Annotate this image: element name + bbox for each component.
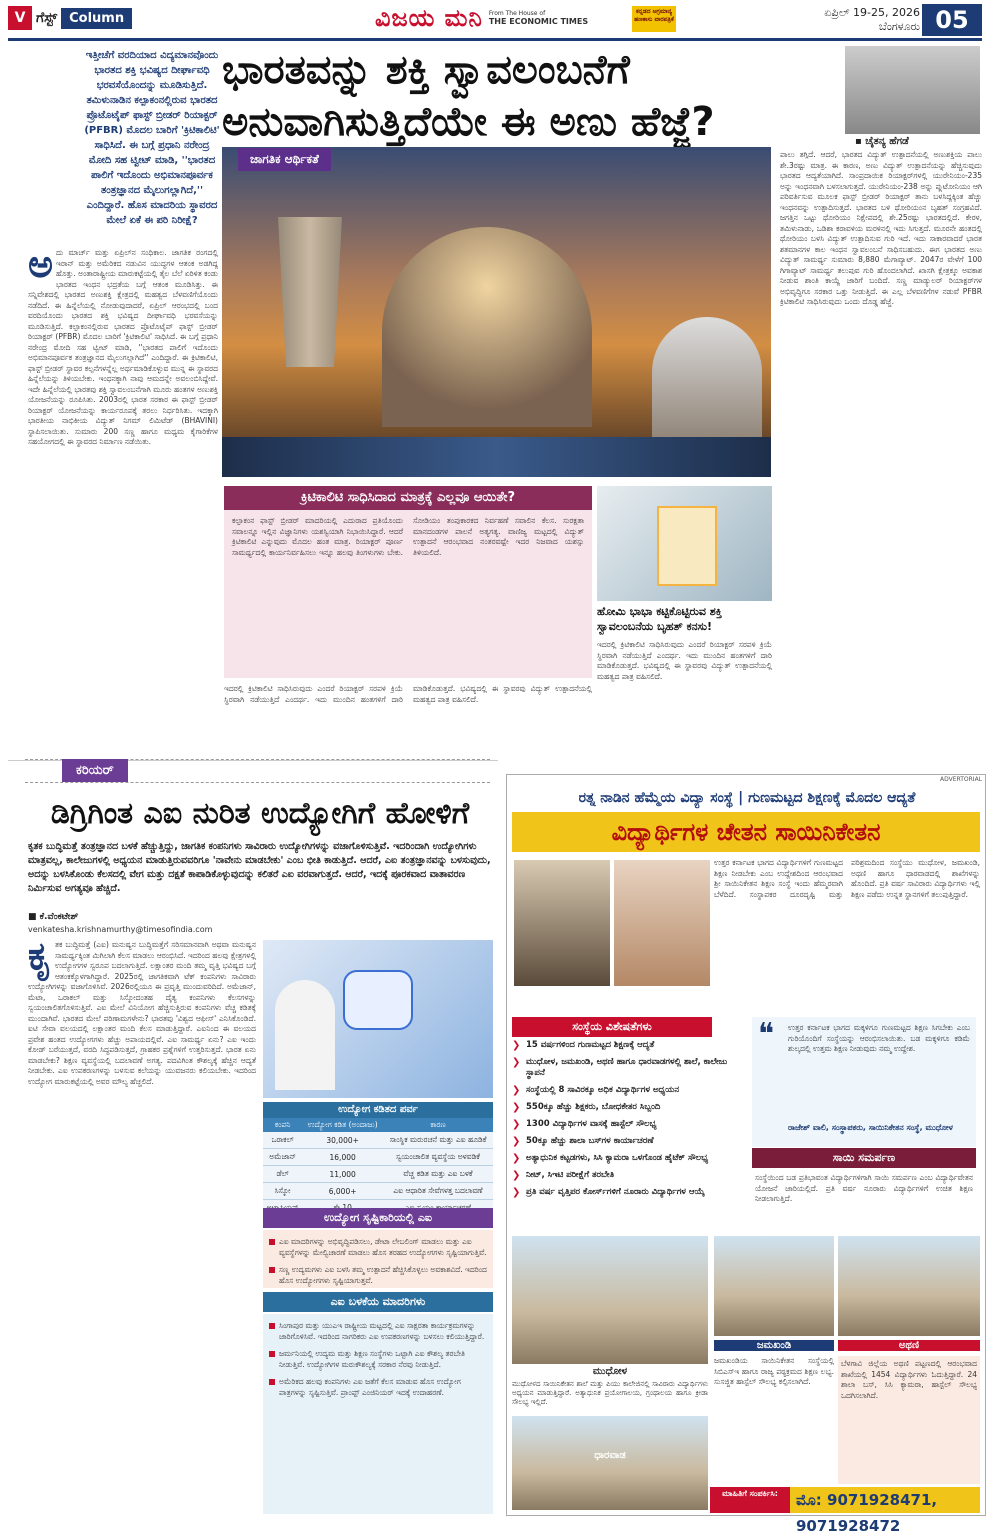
table-header: ಉದ್ಯೋಗ ಕಡಿತ (ಅಂದಾಜು)	[302, 1118, 383, 1132]
career-byline: ■ ಕೆ.ವೆಂಕಟೇಶ್	[28, 912, 79, 922]
campus-dharwad-label: ಧಾರವಾಡ	[594, 1450, 626, 1461]
campus-jamakhandi-text: ಜಮಖಂಡಿಯ ಸಾಯಿನಿಕೇತನ ಸಂಸ್ಥೆಯಲ್ಲಿ ಸಿಬಿಎಸ್‌ಇ ಹಾಗೂ ರಾಜ್ಯ ಪಠ್ಯಕ್ರಮದ ಶಿಕ್ಷಣ ಲಭ್ಯ. ಸುಸಜ್ಜಿತ ಹಾಸ್ಟೆಲ್ ಸೌಲಭ್ಯ ಕಲ್ಪಿಸಲಾಗಿದೆ.	[714, 1356, 834, 1386]
campus-mudhol-text: ಮುಧೋಳದ ಸಾಯಿನಿಕೇತನ ಶಾಲೆ ಮತ್ತು ಪಿಯು ಕಾಲೇಜಿನಲ್ಲಿ ಸಾವಿರಾರು ವಿದ್ಯಾರ್ಥಿಗಳು ಅಧ್ಯಯನ ಮಾಡುತ್ತಿದ್ದಾರೆ. ಅತ್ಯಾಧುನಿಕ ಪ್ರಯೋಗಾಲಯ, ಗ್ರಂಥಾಲಯ ಹಾಗೂ ಕ್ರೀಡಾ ಸೌಲಭ್ಯ ಇಲ್ಲಿದೆ.	[512, 1380, 708, 1406]
campus-jamakhandi-label: ಜಮಖಂಡಿ	[714, 1340, 834, 1351]
list-item: ಅಮೆರಿಕದ ಹಲವು ಕಂಪನಿಗಳು ಎಐ ಜತೆಗೆ ಕೆಲಸ ಮಾಡುವ ಹೊಸ ಉದ್ಯೋಗ ಪಾತ್ರಗಳನ್ನು ಸೃಷ್ಟಿಸುತ್ತಿವೆ. ಪ್ರಾಂಪ್ಟ್ ಎಂಜಿನಿಯರ್ ಇದಕ್ಕೆ ಉದಾಹರಣೆ.	[269, 1376, 487, 1398]
layoffs-table-title: ಉದ್ಯೋಗ ಕಡಿತದ ಪರ್ವ	[263, 1102, 493, 1118]
table-header: ಕಾರಣ	[383, 1118, 493, 1132]
quote-icon: ❝	[758, 1017, 775, 1052]
masthead	[375, 4, 588, 32]
lead-body-left: ಅದು ಮಾರ್ಚ್ ಮತ್ತು ಏಪ್ರಿಲ್‌ನ ಸಂಧಿಕಾಲ. ಜಾಗತಿಕ ರಂಗದಲ್ಲಿ ಇರಾನ್ ಮತ್ತು ಅಮೆರಿಕದ ನಡುವಿನ ಯುದ್ಧಗಳ ಆತಂಕ ಅಡಗಿದ್ದ ಹೊತ್ತು. ಅಂತಾರಾಷ್ಟ್ರೀಯ ಮಾರುಕಟ್ಟೆಯಲ್ಲಿ ತೈಲ ಬೆಲೆ ಏರಿಳಿತ ಕಂಡು ಭಾರತದ ಇಂಧನ ಭದ್ರತೆಯ ಬಗ್ಗೆ ಆತಂಕ ಮೂಡಿಸಿತ್ತು. ಈ ಸನ್ನಿವೇಶದಲ್ಲಿ ಭಾರತದ ಅಣುಶಕ್ತಿ ಕ್ಷೇತ್ರದಲ್ಲಿ ಮಹತ್ವದ ಬೆಳವಣಿಗೆಯೊಂದು ನಡೆದಿದೆ. ಈ ಹಿನ್ನೆಲೆಯಲ್ಲಿ ನೋಡುವುದಾದರೆ, ಏಪ್ರಿಲ್ ಆರಂಭದಲ್ಲಿ ಬಂದ ವರದಿಯೊಂದು ಭಾರತದ ಶಕ್ತಿ ಭವಿಷ್ಯದ ದೀರ್ಘಾವಧಿ ಭರವಸೆಯನ್ನು ಮೂಡಿಸುತ್ತಿದೆ. ಕಲ್ಪಾಕಂನಲ್ಲಿರುವ ಭಾರತದ ಪ್ರೊಟೊಟೈಪ್ ಫಾಸ್ಟ್ ಬ್ರೀಡರ್ ರಿಯಾಕ್ಟರ್ (PFBR) ಮೊದಲ ಬಾರಿಗೆ 'ಕ್ರಿಟಿಕಾಲಿಟಿ' ಸಾಧಿಸಿದೆ. ಈ ಬಗ್ಗೆ ಪ್ರಧಾನಿ ನರೇಂದ್ರ ಮೋದಿ ಸಹ ಟ್ವೀಟ್ ಮಾಡಿ, ''ಭಾರತದ ಪಾಲಿಗೆ ಇದೊಂದು ಅಭಿಮಾನಪೂರ್ವಕ ತಂತ್ರಜ್ಞಾನದ ಮೈಲುಗಲ್ಲಾಗಿದೆ'' ಎಂದಿದ್ದಾರೆ. ಈ ಕ್ರಿಟಿಕಾಲಿಟಿ, ಫಾಸ್ಟ್ ಬ್ರೀಡರ್ ಸ್ಥಾವರ ಕಲ್ಪನೆಗಳನ್ನೆಲ್ಲ ಅರ್ಥಮಾಡಿಕೊಳ್ಳುವ ಮುನ್ನ ಈ ಸ್ಥಾವರದ ಹಿನ್ನೆಲೆಯನ್ನು ತಿಳಿಯಬೇಕು. ಇಂಧನಕ್ಕಾಗಿ ನಾವು ಆಮದನ್ನೇ ಅವಲಂಬಿಸಿದ್ದೇವೆ. ಇದೇ ಹಿನ್ನೆಲೆಯಲ್ಲಿ ಭಾರತವು ಶಕ್ತಿ ಸ್ವಾವಲಂಬನೆಗಾಗಿ ಮೂರು ಹಂತಗಳ ಅಣುಶಕ್ತಿ ಯೋಜನೆಯನ್ನು ರೂಪಿಸಿತು. 2003ರಲ್ಲಿ ಭಾರತ ಸರಕಾರ ಈ ಫಾಸ್ಟ್ ಬ್ರೀಡರ್ ರಿಯಾಕ್ಟರ್ ಯೋಜನೆಯನ್ನು ಕಾರ್ಯರೂಪಕ್ಕೆ ತರಲು ನಿರ್ಧರಿಸಿತು. ಇದಕ್ಕಾಗಿ ಭಾರತೀಯ ನಾಭಿಕೀಯ ವಿದ್ಯುತ್ ನಿಗಮ್ ಲಿಮಿಟೆಡ್ (BHAVINI) ಸ್ಥಾಪಿಸಲಾಯಿತು. ಸುಮಾರು 200 ಸಣ್ಣ ಹಾಗೂ ಮಧ್ಯಮ ಕೈಗಾರಿಕೆಗಳ ಸಹಯೋಗದಲ್ಲಿ ಈ ಸ್ಥಾವರದ ನಿರ್ಮಾಣ ನಡೆಯಿತು.	[28, 248, 218, 446]
masthead-badge: ಕನ್ನಡದ ಅಗ್ರಮಾನ್ಯ ಹಣಕಾಸು ವಾರಪತ್ರಿಕೆ	[632, 6, 676, 32]
ai-illustration	[263, 940, 493, 1098]
career-headline: ಡಿಗ್ರಿಗಿಂತ ಎಐ ನುರಿತ ಉದ್ಯೋಗಿಗೆ ಹೋಳಿಗೆ	[50, 796, 470, 831]
campus-athani-text: ಬೆಳಗಾವಿ ಜಿಲ್ಲೆಯ ಅಥಣಿ ಪಟ್ಟಣದಲ್ಲಿ ಆರಂಭವಾದ ಶಾಖೆಯಲ್ಲಿ 1454 ವಿದ್ಯಾರ್ಥಿಗಳು ಓದುತ್ತಿದ್ದಾರೆ. 24 ಶಾಲಾ ಬಸ್, ಸಿಸಿ ಕ್ಯಾಮರಾ, ಹಾಸ್ಟೆಲ್ ಸೌಲಭ್ಯ ಒದಗಿಸಲಾಗಿದೆ.	[838, 1356, 980, 1484]
page-number: 05	[922, 4, 982, 36]
feature-item: ❯ 15 ವರ್ಷಗಳಿಂದ ಗುಣಮಟ್ಟದ ಶಿಕ್ಷಣಕ್ಕೆ ಆದ್ಯತೆ	[512, 1040, 748, 1051]
feature-item: ❯ ಸಂಸ್ಥೆಯಲ್ಲಿ 8 ಸಾವಿರಕ್ಕೂ ಅಧಿಕ ವಿದ್ಯಾರ್ಥಿಗಳ ಅಧ್ಯಯನ	[512, 1085, 748, 1096]
brand-logo-icon: V	[8, 6, 32, 30]
ad-banner: ವಿದ್ಯಾರ್ಥಿಗಳ ಚೇತನ ಸಾಯಿನಿಕೇತನ	[512, 812, 980, 852]
lead-body-right: ಪಾಲು ತಗ್ಗಿದೆ. ಆದರೆ, ಭಾರತದ ವಿದ್ಯುತ್ ಉತ್ಪಾದನೆಯಲ್ಲಿ ಅಣುಶಕ್ತಿಯ ಪಾಲು ಶೇ.3ರಷ್ಟು ಮಾತ್ರ. ಈ ಕಾರಣ, ಅಣು ವಿದ್ಯುತ್ ಉತ್ಪಾದನೆಯನ್ನು ಹೆಚ್ಚಿಸುವುದು ಭಾರತದ ಆದ್ಯತೆಯಾಗಿದೆ. ಸಾಂಪ್ರದಾಯಿಕ ರಿಯಾಕ್ಟರ್‌ಗಳಲ್ಲಿ ಯುರೇನಿಯಂ-235 ಅನ್ನು ಇಂಧನವಾಗಿ ಬಳಸಲಾಗುತ್ತದೆ. ಯುರೇನಿಯಂ-238 ಅನ್ನು ಪ್ಲುಟೋನಿಯಂ ಆಗಿ ಪರಿವರ್ತಿಸುವ ಮೂಲಕ ಫಾಸ್ಟ್ ಬ್ರೀಡರ್ ರಿಯಾಕ್ಟರ್ ತಾನು ಬಳಸಿದ್ದಕ್ಕಿಂತ ಹೆಚ್ಚು ಇಂಧನವನ್ನು ಉತ್ಪಾದಿಸುತ್ತದೆ. ಭಾರತದ ಬಳಿ ಥೋರಿಯಂನ ಬೃಹತ್ ಸಂಗ್ರಹವಿದೆ. ಜಗತ್ತಿನ ಒಟ್ಟು ಥೋರಿಯಂ ನಿಕ್ಷೇಪದಲ್ಲಿ ಶೇ.25ರಷ್ಟು ಭಾರತದಲ್ಲಿದೆ. ಕೇರಳ, ತಮಿಳುನಾಡು, ಒಡಿಶಾ ಕರಾವಳಿಯ ಮರಳಿನಲ್ಲಿ ಇದು ಸಿಗುತ್ತದೆ. ಮೂರನೇ ಹಂತದಲ್ಲಿ ಥೋರಿಯಂ ಬಳಸಿ ವಿದ್ಯುತ್ ಉತ್ಪಾದಿಸುವ ಗುರಿ ಇದೆ. ಇದು ಸಾಕಾರವಾದರೆ ಭಾರತ ಶತಮಾನಗಳ ಕಾಲ ಇಂಧನ ಸ್ವಾವಲಂಬನೆ ಸಾಧಿಸಬಹುದು. ಈಗ ಭಾರತದ ಅಣು ವಿದ್ಯುತ್ ಸಾಮರ್ಥ್ಯ ಸುಮಾರು 8,880 ಮೆಗಾವ್ಯಾಟ್. 2047ರ ವೇಳೆಗೆ 100 ಗಿಗಾವ್ಯಾಟ್ ಸಾಮರ್ಥ್ಯ ತಲುಪುವ ಗುರಿ ಹೊಂದಲಾಗಿದೆ. ಖಾಸಗಿ ಕ್ಷೇತ್ರಕ್ಕೂ ಅವಕಾಶ ನೀಡುವ ಶಾಂತಿ ಕಾಯ್ದೆ ಜಾರಿಗೆ ಬಂದಿದೆ. ಸಣ್ಣ ಮಾಡ್ಯುಲರ್ ರಿಯಾಕ್ಟರ್‌ಗಳ ಅಭಿವೃದ್ಧಿಗೂ ಸರಕಾರ ಒತ್ತು ನೀಡುತ್ತಿದೆ. ಈ ಎಲ್ಲ ಬೆಳವಣಿಗೆಗಳ ನಡುವೆ PFBR ಕ್ರಿಟಿಕಾಲಿಟಿ ಸಾಧಿಸಿರುವುದು ಒಂದು ದೊಡ್ಡ ಹೆಜ್ಜೆ.	[780, 150, 982, 306]
author-photo	[845, 46, 980, 134]
table-row: ಡೆಲ್ 11,000 ವೆಚ್ಚ ಕಡಿತ ಮತ್ತು ಎಐ ಬಳಕೆ	[263, 1166, 493, 1183]
list-item: ಜರ್ಮನಿಯಲ್ಲಿ ಉದ್ಯಮ ಮತ್ತು ಶಿಕ್ಷಣ ಸಂಸ್ಥೆಗಳು ಒಟ್ಟಾಗಿ ಎಐ ಕೌಶಲ್ಯ ತರಬೇತಿ ನೀಡುತ್ತಿವೆ. ಉದ್ಯೋಗಿಗಳ ಮರುಕೌಶಲ್ಯಕ್ಕೆ ಸರಕಾರ ನೆರವು ನೀಡುತ್ತಿದೆ.	[269, 1348, 487, 1370]
solar-panels	[222, 437, 771, 477]
contact-phone: ಮೊ: 9071928471, 9071928472	[710, 1487, 980, 1513]
list-item: ಸಣ್ಣ ಉದ್ಯಮಗಳು ಎಐ ಬಳಸಿ ತಮ್ಮ ಉತ್ಪಾದನೆ ಹೆಚ್ಚಿಸಿಕೊಳ್ಳಲು ಅವಕಾಶವಿದೆ. ಇದರಿಂದ ಹೊಸ ಉದ್ಯೋಗಗಳು ಸೃಷ್ಟಿಯಾಗುತ್ತವೆ.	[269, 1264, 487, 1286]
hero-image	[222, 147, 771, 477]
campus-jamakhandi-photo	[714, 1236, 834, 1336]
ai-models-title: ಎಐ ಬಳಕೆಯ ಮಾದರಿಗಳು	[263, 1292, 493, 1312]
ad-top-line: ರತ್ನ ನಾಡಿನ ಹೆಮ್ಮೆಯ ವಿದ್ಯಾ ಸಂಸ್ಥೆ | ಗುಣಮಟ್ಟದ ಶಿಕ್ಷಣಕ್ಕೆ ಮೊದಲ ಆದ್ಯತೆ	[578, 790, 916, 806]
author-email: venkatesha.krishnamurthy@timesofindia.com	[28, 925, 213, 934]
feature-item: ❯ ಪ್ರತಿ ವರ್ಷ ವೃತ್ತಿಪರ ಕೋರ್ಸ್‌ಗಳಿಗೆ ನೂರಾರು ವಿದ್ಯಾರ್ಥಿಗಳ ಆಯ್ಕೆ	[512, 1187, 748, 1198]
sidebar-box: ಕಲ್ಪಾಕಂನ ಫಾಸ್ಟ್ ಬ್ರೀಡರ್ ಮಾದರಿಯಲ್ಲಿ ಎದುರಾದ ಪ್ರತಿಯೊಂದು ಸವಾಲನ್ನೂ ಇಲ್ಲಿನ ವಿಜ್ಞಾನಿಗಳು ಯಶಸ್ವಿಯಾಗಿ ನಿಭಾಯಿಸಿದ್ದಾರೆ. ಆದರೆ ಕ್ರಿಟಿಕಾಲಿಟಿ ಎನ್ನುವುದು ಮೊದಲ ಹಂತ ಮಾತ್ರ. ರಿಯಾಕ್ಟರ್ ಪೂರ್ಣ ಸಾಮರ್ಥ್ಯದಲ್ಲಿ ಕಾರ್ಯನಿರ್ವಹಿಸಲು ಇನ್ನೂ ಹಲವು ತಿಂಗಳುಗಳು ಬೇಕು. ಸೋಡಿಯಂ ತಂಪುಕಾರಕದ ನಿರ್ವಹಣೆ ಸವಾಲಿನ ಕೆಲಸ. ಸುರಕ್ಷತಾ ಮಾನದಂಡಗಳ ಪಾಲನೆ ಅತ್ಯಗತ್ಯ. ವಾಣಿಜ್ಯ ಮಟ್ಟದಲ್ಲಿ ವಿದ್ಯುತ್ ಉತ್ಪಾದನೆ ಆರಂಭವಾದ ನಂತರವಷ್ಟೇ ಇದರ ನಿಜವಾದ ಯಶಸ್ಸು ತಿಳಿಯಲಿದೆ.	[224, 510, 592, 678]
pull-quote: ಇತ್ತೀಚೆಗೆ ವರದಿಯಾದ ವಿದ್ಯಮಾನವೊಂದು ಭಾರತದ ಶಕ್ತಿ ಭವಿಷ್ಯದ ದೀರ್ಘಾವಧಿ ಭರವಸೆಯೊಂದನ್ನು ಮೂಡಿಸುತ್ತಿದೆ. ತಮಿಳುನಾಡಿನ ಕಲ್ಪಾಕಂನಲ್ಲಿರುವ ಭಾರತದ ಪ್ರೊಟೊಟೈಪ್ ಫಾಸ್ಟ್ ಬ್ರೀಡರ್ ರಿಯಾಕ್ಟರ್ (PFBR) ಮೊದಲ ಬಾರಿಗೆ 'ಕ್ರಿಟಿಕಾಲಿಟಿ' ಸಾಧಿಸಿದೆ. ಈ ಬಗ್ಗೆ ಪ್ರಧಾನಿ ನರೇಂದ್ರ ಮೋದಿ ಸಹ ಟ್ವೀಟ್ ಮಾಡಿ, ''ಭಾರತದ ಪಾಲಿಗೆ ಇದೊಂದು ಅಭಿಮಾನಪೂರ್ವಕ ತಂತ್ರಜ್ಞಾನದ ಮೈಲುಗಲ್ಲಾಗಿದೆ,'' ಎಂದಿದ್ದಾರೆ. ಹೊಸ ಮಾದರಿಯ ಸ್ಥಾವರದ ಮೇಲೆ ಏಕೆ ಈ ಪರಿ ನಿರೀಕ್ಷೆ?	[84, 50, 220, 226]
feature-item: ❯ ಮುಧೋಳ, ಜಮಖಂಡಿ, ಅಥಣಿ ಹಾಗೂ ಧಾರವಾಡಗಳಲ್ಲಿ ಶಾಲೆ, ಕಾಲೇಜು ಸ್ಥಾಪನೆ	[512, 1057, 748, 1079]
photo-caption: ಹೋಮಿ ಭಾಭಾ ಕಟ್ಟಿಕೊಟ್ಟಿರುವ ಶಕ್ತಿ ಸ್ವಾವಲಂಬನೆಯ ಬೃಹತ್ ಕನಸು!	[597, 605, 722, 633]
feature-item: ❯ 550ಕ್ಕೂ ಹೆಚ್ಚು ಶಿಕ್ಷಕರು, ಬೋಧಕೇತರ ಸಿಬ್ಬಂದಿ	[512, 1102, 748, 1113]
lead-body-mid: ಇದರಲ್ಲಿ ಕ್ರಿಟಿಕಾಲಿಟಿ ಸಾಧಿಸಿರುವುದು ಎಂದರೆ ರಿಯಾಕ್ಟರ್ ಸರಪಳಿ ಕ್ರಿಯೆ ಸ್ಥಿರವಾಗಿ ನಡೆಯುತ್ತಿದೆ ಎಂದರ್ಥ. ಇದು ಮುಂದಿನ ಹಂತಗಳಿಗೆ ದಾರಿ ಮಾಡಿಕೊಡುತ್ತದೆ. ಭವಿಷ್ಯದಲ್ಲಿ ಈ ಸ್ಥಾವರವು ವಿದ್ಯುತ್ ಉತ್ಪಾದನೆಯಲ್ಲಿ ಮಹತ್ವದ ಪಾತ್ರ ವಹಿಸಲಿದೆ.	[597, 640, 772, 681]
section-header	[8, 6, 132, 30]
campus-athani-photo	[838, 1236, 980, 1336]
campus-mudhol-photo	[512, 1236, 708, 1364]
lab-photo	[597, 486, 772, 601]
layoffs-table	[263, 1118, 493, 1217]
reactor-dome	[382, 227, 592, 427]
list-item: ಎಐ ಮಾದರಿಗಳನ್ನು ಅಭಿವೃದ್ಧಿಪಡಿಸಲು, ಡೇಟಾ ಲೇಬಲಿಂಗ್ ಮಾಡಲು ಮತ್ತು ಎಐ ವ್ಯವಸ್ಥೆಗಳನ್ನು ಮೇಲ್ವಿಚಾರಣೆ ಮಾಡಲು ಹೊಸ ತರಹದ ಉದ್ಯೋಗಗಳು ಸೃಷ್ಟಿಯಾಗುತ್ತಿವೆ.	[269, 1236, 487, 1258]
lead-headline: ಭಾರತವನ್ನು ಶಕ್ತಿ ಸ್ವಾವಲಂಬನೆಗೆ ಅನುವಾಗಿಸುತ್ತಿದೆಯೇ ಈ ಅಣು ಹೆಜ್ಜೆ?	[222, 47, 715, 145]
author-name: ▪ ಚೈತನ್ಯ ಹೆಗಡೆ	[855, 136, 909, 147]
issue-date: ಏಪ್ರಿಲ್ 19-25, 2026 ಬೆಂಗಳೂರು	[824, 6, 920, 33]
table-row: ಒರಾಕಲ್ 30,000+ ಸಾಂಸ್ಥಿಕ ಮರುರಚನೆ ಮತ್ತು ಎಐ ಹೂಡಿಕೆ	[263, 1132, 493, 1149]
career-tag: ಕರಿಯರ್	[62, 759, 128, 782]
table-row: ಅಮೆಜಾನ್ 16,000 ಸ್ವಯಂಚಾಲಿತ ವ್ಯವಸ್ಥೆಯ ಅಳವಡಿಕೆ	[263, 1149, 493, 1166]
ai-models-box	[263, 1314, 493, 1514]
campus-mudhol-label: ಮುಧೋಳ	[592, 1366, 628, 1377]
hero-tag: ಜಾಗತಿಕ ಆರ್ಥಿಕತೆ	[238, 148, 331, 171]
list-item: ಸಿಂಗಾಪುರ ಮತ್ತು ಯುಎಇ ರಾಷ್ಟ್ರೀಯ ಮಟ್ಟದಲ್ಲಿ ಎಐ ಸಾಕ್ಷರತಾ ಕಾರ್ಯಕ್ರಮಗಳನ್ನು ಜಾರಿಗೊಳಿಸಿವೆ. ಇದರಿಂದ ನಾಗರಿಕರು ಎಐ ಉಪಕರಣಗಳನ್ನು ಬಳಸಲು ಕಲಿಯುತ್ತಿದ್ದಾರೆ.	[269, 1320, 487, 1342]
header-rule	[8, 38, 982, 41]
ai-jobs-box	[263, 1230, 493, 1288]
woman-figure	[275, 980, 335, 1090]
section-label: ಗೆಸ್ಟ್	[36, 10, 58, 26]
feature-item: ❯ ನೀಟ್, ಸಿಇಟಿ ಪರೀಕ್ಷೆಗೆ ತರಬೇತಿ	[512, 1170, 748, 1181]
masthead-title: ವಿಜಯ ಮನಿ	[375, 4, 483, 32]
career-deck: ಕೃತಕ ಬುದ್ಧಿಮತ್ತೆ ತಂತ್ರಜ್ಞಾನದ ಬಳಕೆ ಹೆಚ್ಚುತ್ತಿದ್ದು, ಜಾಗತಿಕ ಕಂಪನಿಗಳು ಸಾವಿರಾರು ಉದ್ಯೋಗಿಗಳನ್ನು ವಜಾಗೊಳಿಸುತ್ತಿವೆ. ಇದರಿಂದಾಗಿ ಉದ್ಯೋಗಿಗಳು ಮಾತ್ರವಲ್ಲ, ಕಾಲೇಜುಗಳಲ್ಲಿ ಅಧ್ಯಯನ ಮಾಡುತ್ತಿರುವವರಿಗೂ 'ನಾವೇನು ಮಾಡಬೇಕು' ಎಂಬ ಭೀತಿ ಕಾಡುತ್ತಿದೆ. ಆದರೆ, ಎಐ ತಂತ್ರಜ್ಞಾನವನ್ನು ಬಳಸುವುದು, ಅದನ್ನು ಬಳಸಿಕೊಂಡು ಕೆಲಸದಲ್ಲಿ ವೇಗ ಮತ್ತು ದಕ್ಷತೆ ಕಾಪಾಡಿಕೊಳ್ಳುವುದನ್ನು ಕಲಿತರೆ ಎಐ ವರವಾಗುತ್ತದೆ. ಆದರೆ, ಇದಕ್ಕೆ ಪೂರಕವಾದ ವಾತಾವರಣ ನಿರ್ಮಿಸುವ ಅಗತ್ಯವೂ ಹೆಚ್ಚಿದೆ.	[28, 841, 491, 894]
quote-box: ❝ ಉತ್ತರ ಕರ್ನಾಟಕ ಭಾಗದ ಮಕ್ಕಳಿಗೂ ಗುಣಮಟ್ಟದ ಶಿಕ್ಷಣ ಸಿಗಬೇಕು ಎಂಬ ಗುರಿಯೊಂದಿಗೆ ಸಂಸ್ಥೆಯನ್ನು ಆರಂಭಿಸಲಾಯಿತು. ಬಡ ಮಕ್ಕಳಿಗೂ ಕಡಿಮೆ ಶುಲ್ಕದಲ್ಲಿ ಉತ್ತಮ ಶಿಕ್ಷಣ ನೀಡುವುದು ನಮ್ಮ ಉದ್ದೇಶ. ರಾಜೇಶ್ ವಾಲಿ, ಸಂಸ್ಥಾಪಕರು, ಸಾಯಿನಿಕೇತನ ಸಂಸ್ಥೆ, ಮುಧೋಳ	[752, 1017, 976, 1147]
column-badge: Column	[61, 8, 132, 29]
table-header: ಕಂಪನಿ	[263, 1118, 302, 1132]
contact-label: ಮಾಹಿತಿಗೆ ಸಂಪರ್ಕಿಸಿ:	[710, 1487, 790, 1513]
saaya-title: ಸಾಯಿ ಸಮರ್ಪಣ	[752, 1148, 976, 1168]
campus-dharwad-photo	[512, 1416, 708, 1510]
features-title: ಸಂಸ್ಥೆಯ ವಿಶೇಷತೆಗಳು	[512, 1017, 712, 1037]
table-row: ಸಿಸ್ಕೋ 6,000+ ಎಐ ಆಧಾರಿತ ಸೇವೆಗಳತ್ತ ಬದಲಾವಣೆ	[263, 1183, 493, 1200]
sidebar-title: ಕ್ರಿಟಿಕಾಲಿಟಿ ಸಾಧಿಸಿದಾದ ಮಾತ್ರಕ್ಕೆ ಎಲ್ಲವೂ ಆಯಿತೇ?	[224, 486, 592, 510]
feature-item: ❯ ಅತ್ಯಾಧುನಿಕ ಕಟ್ಟಡಗಳು, ಸಿಸಿ ಕ್ಯಾಮರಾ ಒಳಗೊಂಡ ಹೈಟೆಕ್ ಸೌಲಭ್ಯ	[512, 1153, 748, 1164]
saaya-text: ಸಂಸ್ಥೆಯಿಂದ ಬಡ ಪ್ರತಿಭಾವಂತ ವಿದ್ಯಾರ್ಥಿಗಳಿಗಾಗಿ ಸಾಯಿ ಸಮರ್ಪಣ ಎಂಬ ವಿದ್ಯಾರ್ಥಿವೇತನ ಯೋಜನೆ ಜಾರಿಯಲ್ಲಿದೆ. ಪ್ರತಿ ವರ್ಷ ನೂರಾರು ವಿದ್ಯಾರ್ಥಿಗಳಿಗೆ ಉಚಿತ ಶಿಕ್ಷಣ ನೀಡಲಾಗುತ್ತಿದೆ.	[755, 1173, 973, 1203]
ai-jobs-title: ಉದ್ಯೋಗ ಸೃಷ್ಟಿಕಾರಿಯಲ್ಲಿ ಎಐ	[263, 1208, 493, 1228]
robot-icon	[343, 970, 413, 1030]
founder-photo	[514, 860, 610, 986]
reactor-diagram	[657, 506, 717, 586]
masthead-tagline: From The House of THE ECONOMIC TIMES	[488, 10, 589, 26]
features-list	[512, 1040, 748, 1232]
career-body: ಕೃತಕ ಬುದ್ಧಿಮತ್ತೆ (ಎಐ) ಮನುಷ್ಯನ ಬುದ್ಧಿಮತ್ತೆಗೆ ಸರಿಸಮಾನವಾಗಿ ಅಥವಾ ಮನುಷ್ಯನ ಸಾಮರ್ಥ್ಯಕ್ಕಿಂತ ಮಿಗಿಲಾಗಿ ಕೆಲಸ ಮಾಡಲು ಆರಂಭಿಸಿದೆ. ಇದರಿಂದ ಹಲವು ಕ್ಷೇತ್ರಗಳಲ್ಲಿ ಉದ್ಯೋಗಗಳ ಸ್ವರೂಪ ಬದಲಾಗುತ್ತಿದೆ. ಲಕ್ಷಾಂತರ ಮಂದಿ ತಮ್ಮ ವೃತ್ತಿ ಭವಿಷ್ಯದ ಬಗ್ಗೆ ಆತಂಕಕ್ಕೊಳಗಾಗಿದ್ದಾರೆ. 2025ರಲ್ಲಿ ಜಾಗತಿಕವಾಗಿ ಟೆಕ್ ಕಂಪನಿಗಳು ಸಾವಿರಾರು ಉದ್ಯೋಗಿಗಳನ್ನು ವಜಾಗೊಳಿಸಿವೆ. 2026ರಲ್ಲಿಯೂ ಈ ಪ್ರವೃತ್ತಿ ಮುಂದುವರಿದಿದೆ. ಅಮೆಜಾನ್, ಮೆಟಾ, ಒರಾಕಲ್ ಮತ್ತು ಸಿಸ್ಕೋದಂತಹ ದೈತ್ಯ ಕಂಪನಿಗಳು ಕೆಲಸಗಳನ್ನು ಸ್ವಯಂಚಾಲಿತಗೊಳಿಸುತ್ತಿವೆ. ಎಐ ಮೇಲೆ ವಿನಿಯೋಗ ಹೆಚ್ಚಿಸುತ್ತಿರುವ ಕಂಪನಿಗಳು ವೆಚ್ಚ ಕಡಿತಕ್ಕೆ ಮುಂದಾಗಿವೆ. ಭಾರತದ ಮೇಲೆ ಪರಿಣಾಮಗಳೇನು? ಭಾರತವು 'ವಿಶ್ವದ ಆಫೀಸ್' ಎನಿಸಿಕೊಂಡಿದೆ. ಐಟಿ ಸೇವಾ ವಲಯದಲ್ಲಿ ಲಕ್ಷಾಂತರ ಮಂದಿ ಕೆಲಸ ಮಾಡುತ್ತಿದ್ದಾರೆ. ಎಐನಿಂದ ಈ ವಲಯದ ಪ್ರವೇಶ ಹಂತದ ಉದ್ಯೋಗಗಳು ಹೆಚ್ಚು ಅಪಾಯದಲ್ಲಿವೆ. ಎಐ ಸಾಮರ್ಥ್ಯ ಏನು? ಎಐ ಇಂದು ಕೋಡ್ ಬರೆಯುತ್ತದೆ, ವರದಿ ಸಿದ್ಧಪಡಿಸುತ್ತದೆ, ಗ್ರಾಹಕರ ಪ್ರಶ್ನೆಗಳಿಗೆ ಉತ್ತರಿಸುತ್ತದೆ. ಭಾರತ ಏನು ಮಾಡಬೇಕು? ಶಿಕ್ಷಣ ವ್ಯವಸ್ಥೆಯಲ್ಲಿ ಬದಲಾವಣೆ ಅಗತ್ಯ. ಪದವಿಗಿಂತ ಕೌಶಲ್ಯಕ್ಕೆ ಹೆಚ್ಚಿನ ಆದ್ಯತೆ ನೀಡಬೇಕು. ಎಐ ಉಪಕರಣಗಳನ್ನು ಬಳಸುವ ಕಲೆಯನ್ನು ಯುವಜನರು ಕಲಿಯಬೇಕು. ಇದರಿಂದ ಉದ್ಯೋಗ ಮಾರುಕಟ್ಟೆಯಲ್ಲಿ ಅವರ ಮೌಲ್ಯ ಹೆಚ್ಚಲಿದೆ.	[28, 940, 256, 1086]
ad-note: ADVERTORIAL	[940, 776, 983, 783]
feature-item: ❯ 1300 ವಿದ್ಯಾರ್ಥಿಗಳ ವಾಸಕ್ಕೆ ಹಾಸ್ಟೆಲ್ ಸೌಲಭ್ಯ	[512, 1119, 748, 1130]
campus-athani-label: ಅಥಣಿ	[838, 1340, 980, 1351]
cofounder-photo	[614, 860, 710, 986]
cooling-tower	[270, 217, 350, 367]
ad-intro: ಉತ್ತರ ಕರ್ನಾಟಕ ಭಾಗದ ವಿದ್ಯಾರ್ಥಿಗಳಿಗೆ ಗುಣಮಟ್ಟದ ಶಿಕ್ಷಣ ನೀಡಬೇಕು ಎಂಬ ಉದ್ದೇಶದಿಂದ ಆರಂಭವಾದ ಶ್ರೀ ಸಾಯಿನಿಕೇತನ ಶಿಕ್ಷಣ ಸಂಸ್ಥೆ ಇಂದು ಹೆಮ್ಮರವಾಗಿ ಬೆಳೆದಿದೆ. ಸಂಸ್ಥಾಪಕರ ದೂರದೃಷ್ಟಿ ಮತ್ತು ಪರಿಶ್ರಮದಿಂದ ಸಂಸ್ಥೆಯು ಮುಧೋಳ, ಜಮಖಂಡಿ, ಅಥಣಿ ಹಾಗೂ ಧಾರವಾಡದಲ್ಲಿ ಶಾಖೆಗಳನ್ನು ಹೊಂದಿದೆ. ಪ್ರತಿ ವರ್ಷ ಸಾವಿರಾರು ವಿದ್ಯಾರ್ಥಿಗಳು ಇಲ್ಲಿ ಶಿಕ್ಷಣ ಪಡೆದು ಉನ್ನತ ಸ್ಥಾನಗಳಿಗೆ ತಲುಪುತ್ತಿದ್ದಾರೆ.	[714, 858, 980, 899]
lead-body-bottom: ಇದರಲ್ಲಿ ಕ್ರಿಟಿಕಾಲಿಟಿ ಸಾಧಿಸಿರುವುದು ಎಂದರೆ ರಿಯಾಕ್ಟರ್ ಸರಪಳಿ ಕ್ರಿಯೆ ಸ್ಥಿರವಾಗಿ ನಡೆಯುತ್ತಿದೆ ಎಂದರ್ಥ. ಇದು ಮುಂದಿನ ಹಂತಗಳಿಗೆ ದಾರಿ ಮಾಡಿಕೊಡುತ್ತದೆ. ಭವಿಷ್ಯದಲ್ಲಿ ಈ ಸ್ಥಾವರವು ವಿದ್ಯುತ್ ಉತ್ಪಾದನೆಯಲ್ಲಿ ಮಹತ್ವದ ಪಾತ್ರ ವಹಿಸಲಿದೆ.	[224, 684, 592, 704]
feature-item: ❯ 50ಕ್ಕೂ ಹೆಚ್ಚು ಶಾಲಾ ಬಸ್‌ಗಳ ಕಾರ್ಯಾಚರಣೆ	[512, 1136, 748, 1147]
